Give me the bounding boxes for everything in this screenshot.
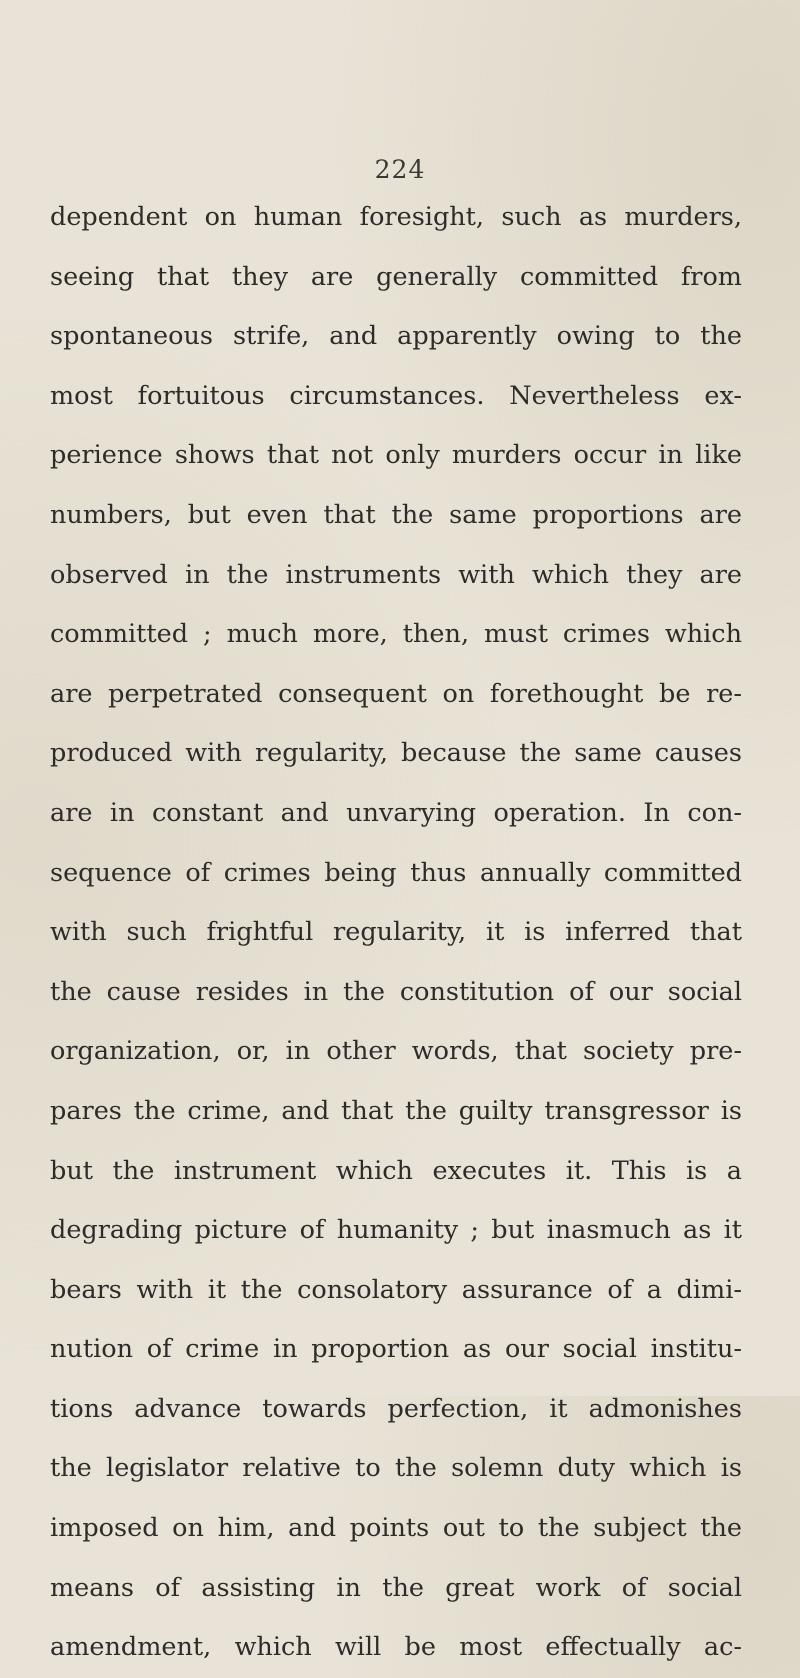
text-line: amendment, which will be most effectually ac- — [50, 1632, 742, 1663]
text-line: perience shows that not only murders occur in like — [50, 440, 742, 471]
text-line: observed in the instruments with which they are — [50, 559, 742, 590]
text-line: are perpetrated consequent on forethought be re- — [50, 678, 742, 709]
text-line: spontaneous strife, and apparently owing to the — [50, 321, 742, 352]
text-line: tions advance towards perfection, it admonishes — [50, 1393, 742, 1424]
text-line: nution of crime in proportion as our social institu- — [50, 1334, 742, 1365]
text-line: produced with regularity, because the same causes — [50, 738, 742, 769]
text-line: organization, or, in other words, that society pre- — [50, 1036, 742, 1067]
text-line: pares the crime, and that the guilty transgressor is — [50, 1095, 742, 1126]
text-line: imposed on him, and points out to the subject the — [50, 1513, 742, 1544]
text-line: degrading picture of humanity ; but inasmuch as it — [50, 1215, 742, 1246]
text-line: numbers, but even that the same proportions are — [50, 499, 742, 530]
text-line: means of assisting in the great work of social — [50, 1572, 742, 1603]
text-line: with such frightful regularity, it is inferred that — [50, 917, 742, 948]
page-number: 224 — [374, 155, 426, 184]
text-line: seeing that they are generally committed from — [50, 261, 742, 292]
text-line: the legislator relative to the solemn duty which is — [50, 1453, 742, 1484]
body-text — [50, 188, 742, 1678]
text-line: committed ; much more, then, must crimes which — [50, 619, 742, 650]
text-line: are in constant and unvarying operation. In con- — [50, 797, 742, 828]
text-line: the cause resides in the constitution of our social — [50, 976, 742, 1007]
text-line: sequence of crimes being thus annually committed — [50, 857, 742, 888]
text-line: but the instrument which executes it. This is a — [50, 1155, 742, 1186]
text-line: most fortuitous circumstances. Nevertheless ex- — [50, 380, 742, 411]
text-line: dependent on human foresight, such as murders, — [50, 202, 742, 232]
text-line: bears with it the consolatory assurance of a dimi- — [50, 1274, 742, 1305]
